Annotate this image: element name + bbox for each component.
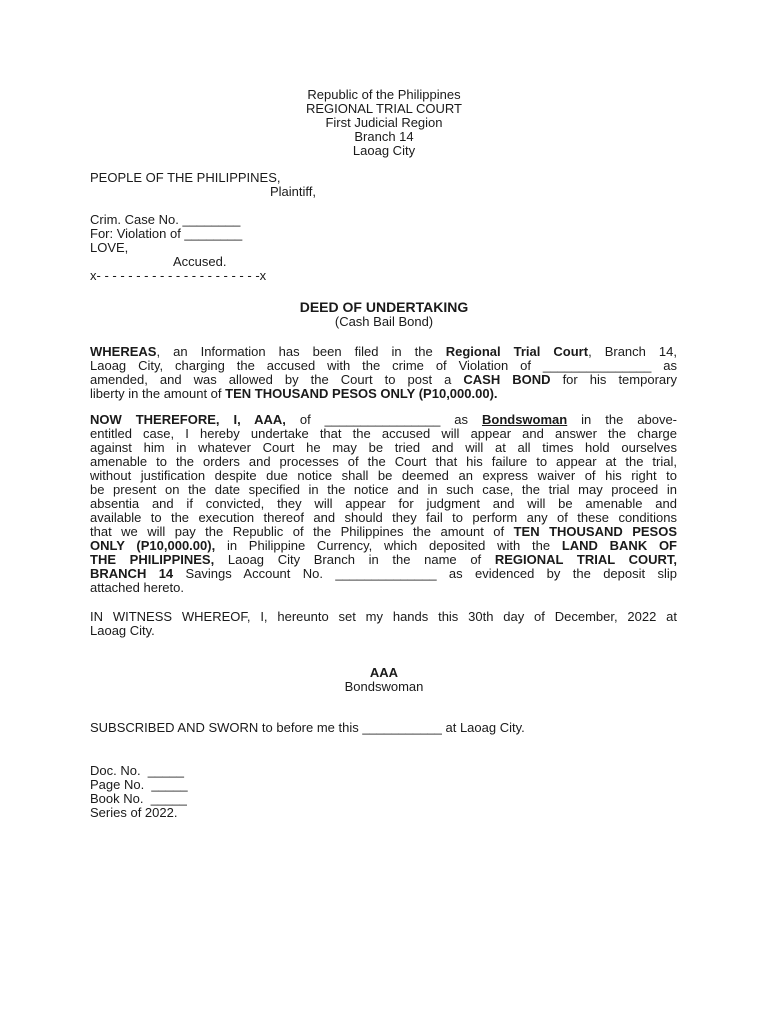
text-run: without justification despite due notice shall be deemed an express waiver of his right to — [90, 468, 677, 483]
jurat-text: SUBSCRIBED AND SWORN to before me this ___________ at Laoag City. — [90, 720, 525, 735]
paragraph-line — [90, 525, 677, 539]
paragraph-line — [90, 483, 677, 497]
text-run: amended, and was allowed by the Court to post a — [90, 372, 464, 387]
signatory-role: Bondswoman — [344, 679, 424, 694]
bold-text: Regional Trial Court — [445, 344, 589, 359]
text-run: IN WITNESS WHEREOF, I, hereunto set my hands this 30th day of December, 2022 at — [90, 609, 677, 624]
caption-separator: x- - - - - - - - - - - - - - - - - - - - -x — [90, 268, 267, 283]
header-line: First Judicial Region — [325, 115, 443, 130]
case-number: Crim. Case No. ________ — [90, 212, 241, 227]
page-no: Page No. _____ — [90, 777, 188, 792]
text-run: attached hereto. — [90, 580, 184, 595]
text-run: for his temporary — [550, 372, 677, 387]
signature-block — [0, 666, 768, 694]
jurat — [90, 721, 677, 735]
accused-name: LOVE, — [90, 240, 129, 255]
paragraph-line — [90, 427, 677, 441]
witness-paragraph — [90, 610, 677, 638]
court-header — [0, 88, 768, 158]
book-no: Book No. _____ — [90, 791, 187, 806]
doc-no: Doc. No. _____ — [90, 763, 184, 778]
signatory-name: AAA — [369, 665, 399, 680]
paragraph-line — [90, 373, 677, 387]
header-line: Branch 14 — [354, 129, 414, 144]
paragraph-line — [90, 539, 677, 553]
series: Series of 2022. — [90, 805, 178, 820]
bold-text: WHEREAS — [90, 344, 157, 359]
title-sub: (Cash Bail Bond) — [334, 314, 434, 329]
text-run: , an Information has been filed in the — [156, 344, 446, 359]
header-line: Republic of the Philippines — [307, 87, 461, 102]
plaintiff-name: PEOPLE OF THE PHILIPPINES, — [90, 170, 281, 185]
bold-text: TEN THOUSAND PESOS — [513, 524, 677, 539]
text-run: Laoag City, charging the accused with the crime of Violation of _______________ as — [90, 358, 677, 373]
paragraph-line — [90, 511, 677, 525]
paragraph-line — [90, 469, 677, 483]
text-run: against him in whatever Court he may be tried and will at all times hold ourselves — [90, 440, 677, 455]
title-main: DEED OF UNDERTAKING — [299, 299, 469, 315]
text-run: available to the execution thereof and should they fail to perform any of these conditions — [90, 510, 677, 525]
paragraph-line — [90, 413, 677, 427]
bold-text: Bondswoman — [481, 412, 568, 427]
paragraph-line — [90, 387, 677, 401]
bold-text: THE PHILIPPINES, — [90, 552, 215, 567]
text-run: Laoag City. — [90, 623, 155, 638]
text-run: in the above- — [567, 412, 678, 427]
paragraph-line — [90, 441, 677, 455]
text-run: absentia and if convicted, they will appear for judgment and will be amenable and — [90, 496, 677, 511]
text-run: entitled case, I hereby undertake that the accused will appear and answer the charge — [90, 426, 677, 441]
text-run: liberty in the amount of — [90, 386, 226, 401]
paragraph-line — [90, 581, 677, 595]
plaintiff-label: Plaintiff, — [270, 184, 317, 199]
paragraph-line — [90, 624, 677, 638]
header-line: Laoag City — [352, 143, 416, 158]
bold-text: LAND BANK OF — [561, 538, 678, 553]
bold-text: CASH BOND — [463, 372, 551, 387]
bold-text: TEN THOUSAND PESOS ONLY (P10,000.00). — [225, 386, 498, 401]
bold-text: NOW THEREFORE, I, AAA, — [90, 412, 286, 427]
text-run: of ________________ as — [285, 412, 482, 427]
paragraph-line — [90, 497, 677, 511]
header-line: REGIONAL TRIAL COURT — [305, 101, 463, 116]
whereas-paragraph — [90, 345, 677, 401]
text-run: Laoag City Branch in the name of — [214, 552, 495, 567]
notarial-details — [90, 764, 677, 820]
now-therefore-paragraph — [90, 413, 677, 595]
bold-text: REGIONAL TRIAL COURT, — [494, 552, 677, 567]
paragraph-line — [90, 553, 677, 567]
case-caption — [90, 171, 677, 283]
paragraph-line — [90, 567, 677, 581]
text-run: be present on the date specified in the notice and in such case, the trial may proceed in — [90, 482, 677, 497]
text-run: in Philippine Currency, which deposited with the — [215, 538, 562, 553]
paragraph-line — [90, 345, 677, 359]
text-run: that we will pay the Republic of the Philippines the amount of — [90, 524, 514, 539]
bold-text: BRANCH 14 — [90, 566, 174, 581]
accused-label: Accused. — [173, 254, 227, 269]
text-run: , Branch 14, — [588, 344, 677, 359]
text-run: Savings Account No. ______________ as evidenced by the deposit slip — [173, 566, 677, 581]
document-title — [0, 300, 768, 329]
bold-text: ONLY (P10,000.00), — [90, 538, 216, 553]
violation: For: Violation of ________ — [90, 226, 243, 241]
text-run: amenable to the orders and processes of the Court that his failure to appear at the trial, — [90, 454, 677, 469]
paragraph-line — [90, 359, 677, 373]
paragraph-line — [90, 610, 677, 624]
paragraph-line — [90, 455, 677, 469]
